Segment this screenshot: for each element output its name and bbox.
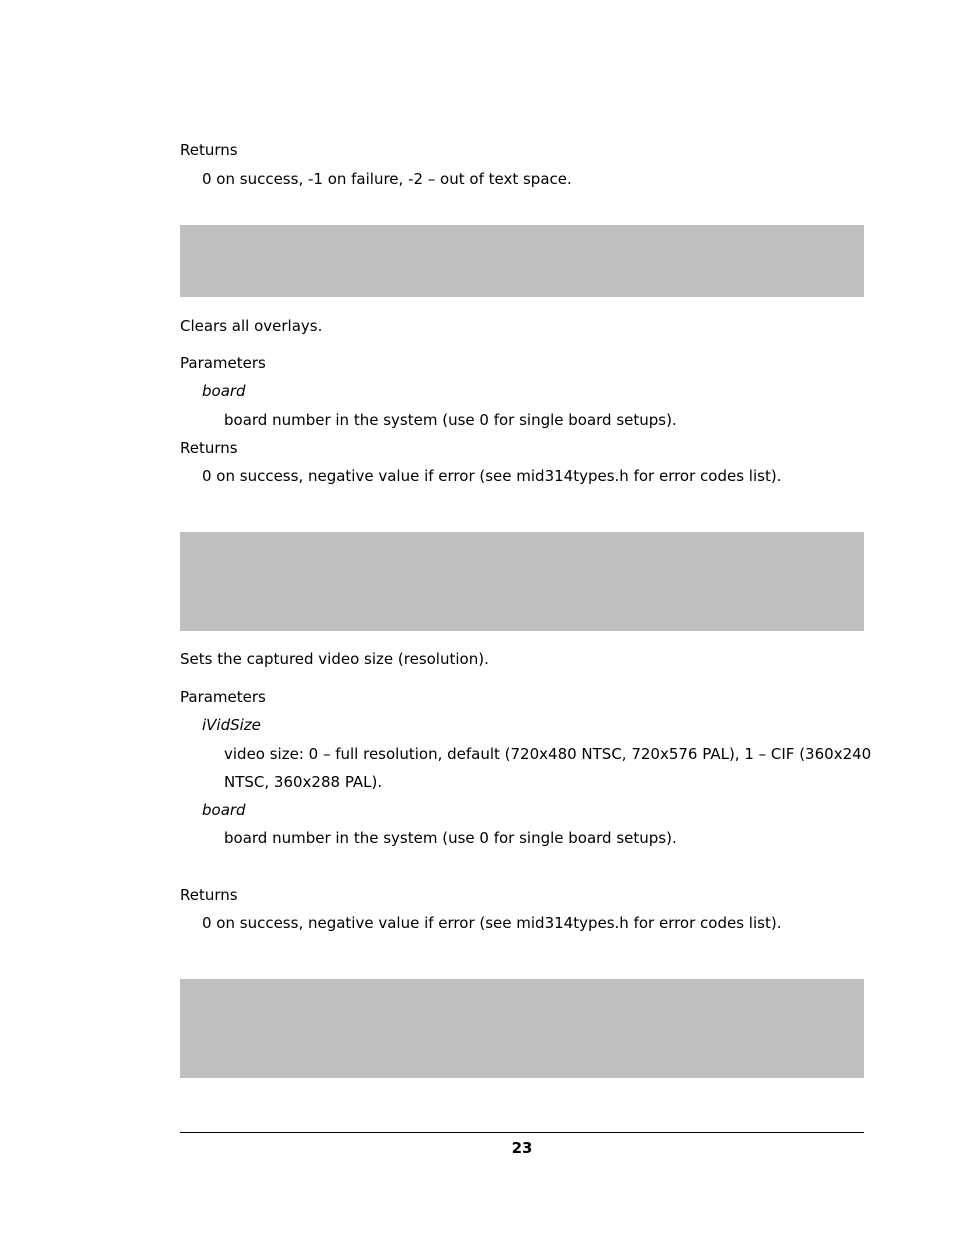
param-description: video size: 0 – full resolution, default (720x480 NTSC, 720x576 PAL), 1 – CIF (360x240 — [224, 745, 872, 763]
page-number: 23 — [511, 1139, 533, 1157]
footer-divider — [180, 1132, 864, 1133]
parameters-label: Parameters — [180, 354, 266, 372]
param-name: board — [202, 382, 246, 400]
returns-text: 0 on success, -1 on failure, -2 – out of text space. — [202, 170, 572, 188]
returns-label: Returns — [180, 141, 238, 159]
param-name: board — [202, 801, 246, 819]
param-description-continued: NTSC, 360x288 PAL). — [224, 773, 383, 791]
function-description: Clears all overlays. — [180, 317, 323, 335]
returns-text: 0 on success, negative value if error (see mid314types.h for error codes list). — [202, 914, 782, 932]
function-signature-block — [180, 532, 864, 631]
parameters-label: Parameters — [180, 688, 266, 706]
function-signature-block — [180, 979, 864, 1078]
param-name: iVidSize — [202, 716, 261, 734]
function-description: Sets the captured video size (resolution). — [180, 650, 489, 668]
function-signature-block — [180, 225, 864, 297]
returns-text: 0 on success, negative value if error (see mid314types.h for error codes list). — [202, 467, 782, 485]
returns-label: Returns — [180, 439, 238, 457]
param-description: board number in the system (use 0 for single board setups). — [224, 829, 677, 847]
returns-label: Returns — [180, 886, 238, 904]
param-description: board number in the system (use 0 for single board setups). — [224, 411, 677, 429]
